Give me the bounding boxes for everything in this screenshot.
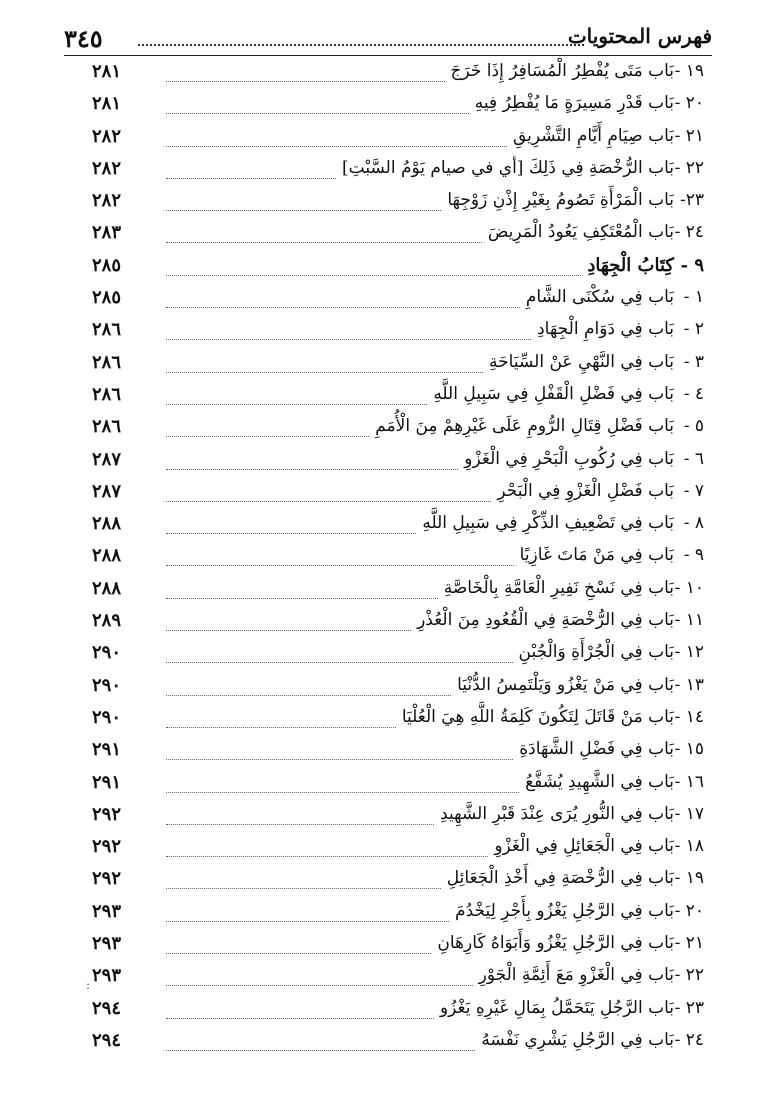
toc-entry-page: ٢٨٦ <box>92 416 122 438</box>
toc-entry-title: بَاب فِي الْغَزْوِ مَعَ أَئِمَّةِ الْجَوْرِ <box>478 965 674 986</box>
toc-entry-number: ٢ - <box>683 319 704 340</box>
toc-entry-title: بَاب فِي مَنْ مَاتَ غَازِيًا <box>519 545 674 566</box>
dot-leader <box>166 695 451 696</box>
toc-entry <box>92 575 704 607</box>
toc-entry-number: ٩ - <box>680 254 704 276</box>
toc-entry-title: كِتَابُ الْجِهَادِ <box>587 254 674 276</box>
toc-entry-number: ١٢ - <box>674 642 704 663</box>
toc-entry <box>92 865 704 897</box>
toc-entry <box>92 155 704 187</box>
toc-entry-number: ١٩ - <box>674 868 704 889</box>
dot-leader <box>166 953 431 954</box>
toc-entry-title: بَاب قَدْرِ مَسِيرَةٍ مَا يُفْطِرُ فِيهِ <box>474 93 674 114</box>
toc-entry-number: ١١ - <box>674 610 704 631</box>
dot-leader <box>166 792 519 793</box>
toc-entry <box>92 446 704 478</box>
toc-entry-page: ٢٨٧ <box>92 480 122 502</box>
toc-entry <box>92 478 704 510</box>
toc-entry-number: ١٦ - <box>674 771 704 792</box>
toc-entry <box>92 510 704 542</box>
toc-entry <box>92 962 704 994</box>
header-dot-leader <box>138 44 584 46</box>
toc-entry-page: ٢٨٣ <box>92 222 122 244</box>
toc-entry <box>92 58 704 90</box>
toc-entry-title: بَاب صِيَامِ أَيَّامِ التَّشْرِيقِ <box>512 125 674 146</box>
toc-entry-number: ٢٠ - <box>674 900 704 921</box>
dot-leader <box>166 759 513 760</box>
toc-entry <box>92 672 704 704</box>
toc-entry-number: ٥ - <box>683 416 704 437</box>
page-title: فهرس المحتويات <box>567 24 712 48</box>
toc-entry-page: ٢٨٦ <box>92 319 122 341</box>
toc-entry-title: بَاب فِي الرُّخْصَةِ فِي الْقُعُودِ مِنَ الْعُذْرِ <box>417 610 674 631</box>
toc-entry-page: ٢٨٨ <box>92 545 122 567</box>
toc-entry <box>92 381 704 413</box>
toc-entry-title: بَاب الْمَرْأَةِ تَصُومُ بِغَيْرِ إِذْنِ زَوْجِهَا <box>447 190 674 211</box>
header-rule <box>64 55 712 56</box>
dot-leader <box>166 146 507 147</box>
toc-entry <box>92 542 704 574</box>
toc-entry <box>92 123 704 155</box>
dot-leader <box>166 81 445 82</box>
dot-leader <box>166 242 482 243</box>
dot-leader <box>166 275 581 276</box>
toc-entry-page: ٢٨٥ <box>92 287 122 309</box>
toc-entry-page: ٢٨٢ <box>92 190 122 212</box>
dot-leader <box>166 372 483 373</box>
toc-entry-page: ٢٩٠ <box>92 642 122 664</box>
toc-entry-title: بَاب مَتَى يُفْطِرُ الْمُسَافِرُ إِذَا خَرَجَ <box>450 61 674 81</box>
page-header <box>64 12 712 52</box>
toc-entry-number: ٢٢ - <box>674 965 704 986</box>
toc-entry-page: ٢٨١ <box>92 93 122 115</box>
toc-entry-title: بَاب فِي الْجَعَائِلِ فِي الْغَزْوِ <box>494 836 674 857</box>
toc-entry-page: ٢٩٢ <box>92 868 122 890</box>
toc-section-heading <box>92 252 704 284</box>
toc-entry <box>92 898 704 930</box>
toc-entry-title: بَاب فِي الرُّخْصَةِ فِي أَخْذِ الْجَعَائِلِ <box>446 868 674 889</box>
toc-entry-number: ٢٢ - <box>674 157 704 178</box>
toc-entry-page: ٢٩٤ <box>92 1029 122 1051</box>
toc-entry-number: ٩ - <box>683 545 704 566</box>
toc-entry-number: ٢٣ - <box>674 997 704 1018</box>
dot-leader <box>166 533 416 534</box>
toc-entry-number: ٢٣- <box>679 190 704 211</box>
toc-entry-number: ١ - <box>683 287 704 308</box>
toc-entry-number: ١٣ - <box>674 674 704 695</box>
toc-entry-page: ٢٨١ <box>92 61 122 82</box>
toc-entry-number: ٢١ - <box>674 125 704 146</box>
toc-entry-title: بَاب فَضْلِ الْغَزْوِ فِي الْبَحْرِ <box>497 480 674 501</box>
toc-entry <box>92 995 704 1027</box>
toc-entry-title: بَاب فِي رُكُوبِ الْبَحْرِ فِي الْغَزْوِ <box>464 448 674 469</box>
toc-entry-title: بَاب فِي دَوَامِ الْجِهَادِ <box>537 319 674 340</box>
dot-leader <box>166 824 434 825</box>
toc-entry-title: بَاب فِي الرَّجُلِ يَغْزُو بِأَجْرِ لِيَخْدُمَ <box>455 900 674 921</box>
toc-entry <box>92 607 704 639</box>
toc-entry-title: بَاب فِي سُكْنَى الشَّامِ <box>525 287 674 308</box>
toc-entry-page: ٢٨٩ <box>92 610 122 632</box>
toc-entry-title: بَاب فِي النَّهْيِ عَنْ السِّيَاحَةِ <box>489 351 674 372</box>
toc-entry-title: بَاب فِي النُّورِ يُرَى عِنْدَ قَبْرِ الشَّهِيدِ <box>440 803 674 824</box>
dot-leader <box>166 501 491 502</box>
toc-entry-page: ٢٨٧ <box>92 448 122 470</box>
toc-entry-title: بَاب الرَّجُلِ يَتَحَمَّلُ بِمَالِ غَيْرِهِ يَغْزُو <box>439 997 674 1018</box>
toc-entry-number: ١٤ - <box>674 706 704 727</box>
toc-entry-number: ١٨ - <box>674 836 704 857</box>
toc-entry-page: ٢٩٢ <box>92 803 122 825</box>
dot-leader <box>166 469 458 470</box>
dot-leader <box>166 1018 434 1019</box>
page-number: ٣٤٥ <box>64 24 103 53</box>
toc-entry-number: ٢٤ - <box>674 222 704 243</box>
toc-entry <box>92 284 704 316</box>
dot-leader <box>166 436 369 437</box>
toc-entry-page: ٢٩٤ <box>92 997 122 1019</box>
toc-entry <box>92 769 704 801</box>
margin-mark: : <box>86 978 91 992</box>
toc-entry-page: ٢٩٢ <box>92 836 122 858</box>
dot-leader <box>166 307 520 308</box>
toc-entry <box>92 219 704 251</box>
dot-leader <box>166 113 469 114</box>
dot-leader <box>166 727 396 728</box>
toc-entry-number: ٣ - <box>683 351 704 372</box>
toc-entry <box>92 801 704 833</box>
toc-entry-page: ٢٩٠ <box>92 706 122 728</box>
toc-entry-number: ١٩ - <box>674 61 704 81</box>
dot-leader <box>166 404 427 405</box>
toc-entry-title: بَاب فِي الرَّجُلِ يَغْزُو وَأَبَوَاهُ كَارِهَانِ <box>437 933 674 954</box>
dot-leader <box>166 662 513 663</box>
toc-entry-number: ١٠ - <box>674 577 704 598</box>
dot-leader <box>166 598 438 599</box>
dot-leader <box>166 565 514 566</box>
toc-entry-page: ٢٨٥ <box>92 254 122 276</box>
toc-entry-page: ٢٨٢ <box>92 125 122 147</box>
toc-entry <box>92 833 704 865</box>
toc-entry <box>92 639 704 671</box>
toc-entry-page: ٢٩٣ <box>92 900 122 922</box>
dot-leader <box>166 339 531 340</box>
dot-leader <box>166 856 488 857</box>
toc-entry-title: بَاب فِي فَضْلِ الشَّهَادَةِ <box>519 739 674 760</box>
toc-entry-title: بَاب فِي مَنْ يَغْزُو وَيَلْتَمِسُ الدُّنْيَا <box>457 674 674 695</box>
toc-entry-page: ٢٨٦ <box>92 383 122 405</box>
dot-leader <box>166 888 441 889</box>
toc-entry-page: ٢٩٣ <box>92 965 122 987</box>
toc-entry-page: ٢٩٠ <box>92 674 122 696</box>
toc-entry-number: ٧ - <box>683 480 704 501</box>
toc-entry-page: ٢٩١ <box>92 771 122 793</box>
dot-leader <box>166 921 449 922</box>
toc-entry-title: بَاب فَضْلِ قِتَالِ الرُّومِ عَلَى غَيْرِهِمْ مِنَ الْأُمَمِ <box>375 416 674 437</box>
toc-entry-page: ٢٩٣ <box>92 933 122 955</box>
toc-entry-number: ٢٠ - <box>674 93 704 114</box>
toc-entry <box>92 704 704 736</box>
toc-entry-title: بَاب مَنْ قَاتَلَ لِتَكُونَ كَلِمَةُ اللَّهِ هِيَ الْعُلْيَا <box>401 706 674 727</box>
toc-entry <box>92 736 704 768</box>
toc-entry-number: ١٥ - <box>674 739 704 760</box>
dot-leader <box>166 985 473 986</box>
toc-entry-number: ٨ - <box>683 513 704 534</box>
dot-leader <box>166 630 411 631</box>
toc-entry <box>92 349 704 381</box>
toc-entry-number: ٤ - <box>683 383 704 404</box>
toc-entry-page: ٢٨٦ <box>92 351 122 373</box>
toc-entry-title: بَاب فِي نَسْخِ نَفِيرِ الْعَامَّةِ بِالْخَاصَّةِ <box>443 577 674 598</box>
toc-entry-title: بَاب فِي فَضْلِ الْقَفْلِ فِي سَبِيلِ اللَّهِ <box>433 383 674 404</box>
toc-entry-page: ٢٨٢ <box>92 157 122 179</box>
dot-leader <box>166 178 336 179</box>
dot-leader <box>166 1050 475 1051</box>
toc-entry-page: ٢٨٨ <box>92 577 122 599</box>
toc-entry <box>92 413 704 445</box>
toc-entry <box>92 1027 704 1059</box>
toc-entry <box>92 90 704 122</box>
toc-entry-title: بَاب فِي الشَّهِيدِ يُشَفَّعُ <box>525 771 674 792</box>
toc-entry-title: بَاب فِي الرَّجُلِ يَشْرِي نَفْسَهُ <box>481 1029 674 1050</box>
table-of-contents <box>92 58 704 1059</box>
toc-entry-number: ١٧ - <box>674 803 704 824</box>
toc-entry-title: بَاب فِي تَضْعِيفِ الذِّكْرِ فِي سَبِيلِ اللَّهِ <box>422 513 674 534</box>
toc-entry-title: بَاب الرُّخْصَةِ فِي ذَلِكَ [أي في صيام يَوْمُ السَّبْتِ] <box>342 157 674 178</box>
toc-entry-title: بَاب فِي الْجُرْأَةِ وَالْجُبْنِ <box>518 642 674 663</box>
toc-entry-page: ٢٨٨ <box>92 513 122 535</box>
toc-entry-page: ٢٩١ <box>92 739 122 761</box>
toc-entry-title: بَاب الْمُعْتَكِفِ يَعُودُ الْمَرِيضَ <box>487 222 674 243</box>
toc-entry <box>92 930 704 962</box>
toc-entry-number: ٢١ - <box>674 933 704 954</box>
toc-entry <box>92 187 704 219</box>
toc-entry-number: ٢٤ - <box>674 1029 704 1050</box>
toc-entry <box>92 316 704 348</box>
toc-entry-number: ٦ - <box>683 448 704 469</box>
dot-leader <box>166 210 441 211</box>
